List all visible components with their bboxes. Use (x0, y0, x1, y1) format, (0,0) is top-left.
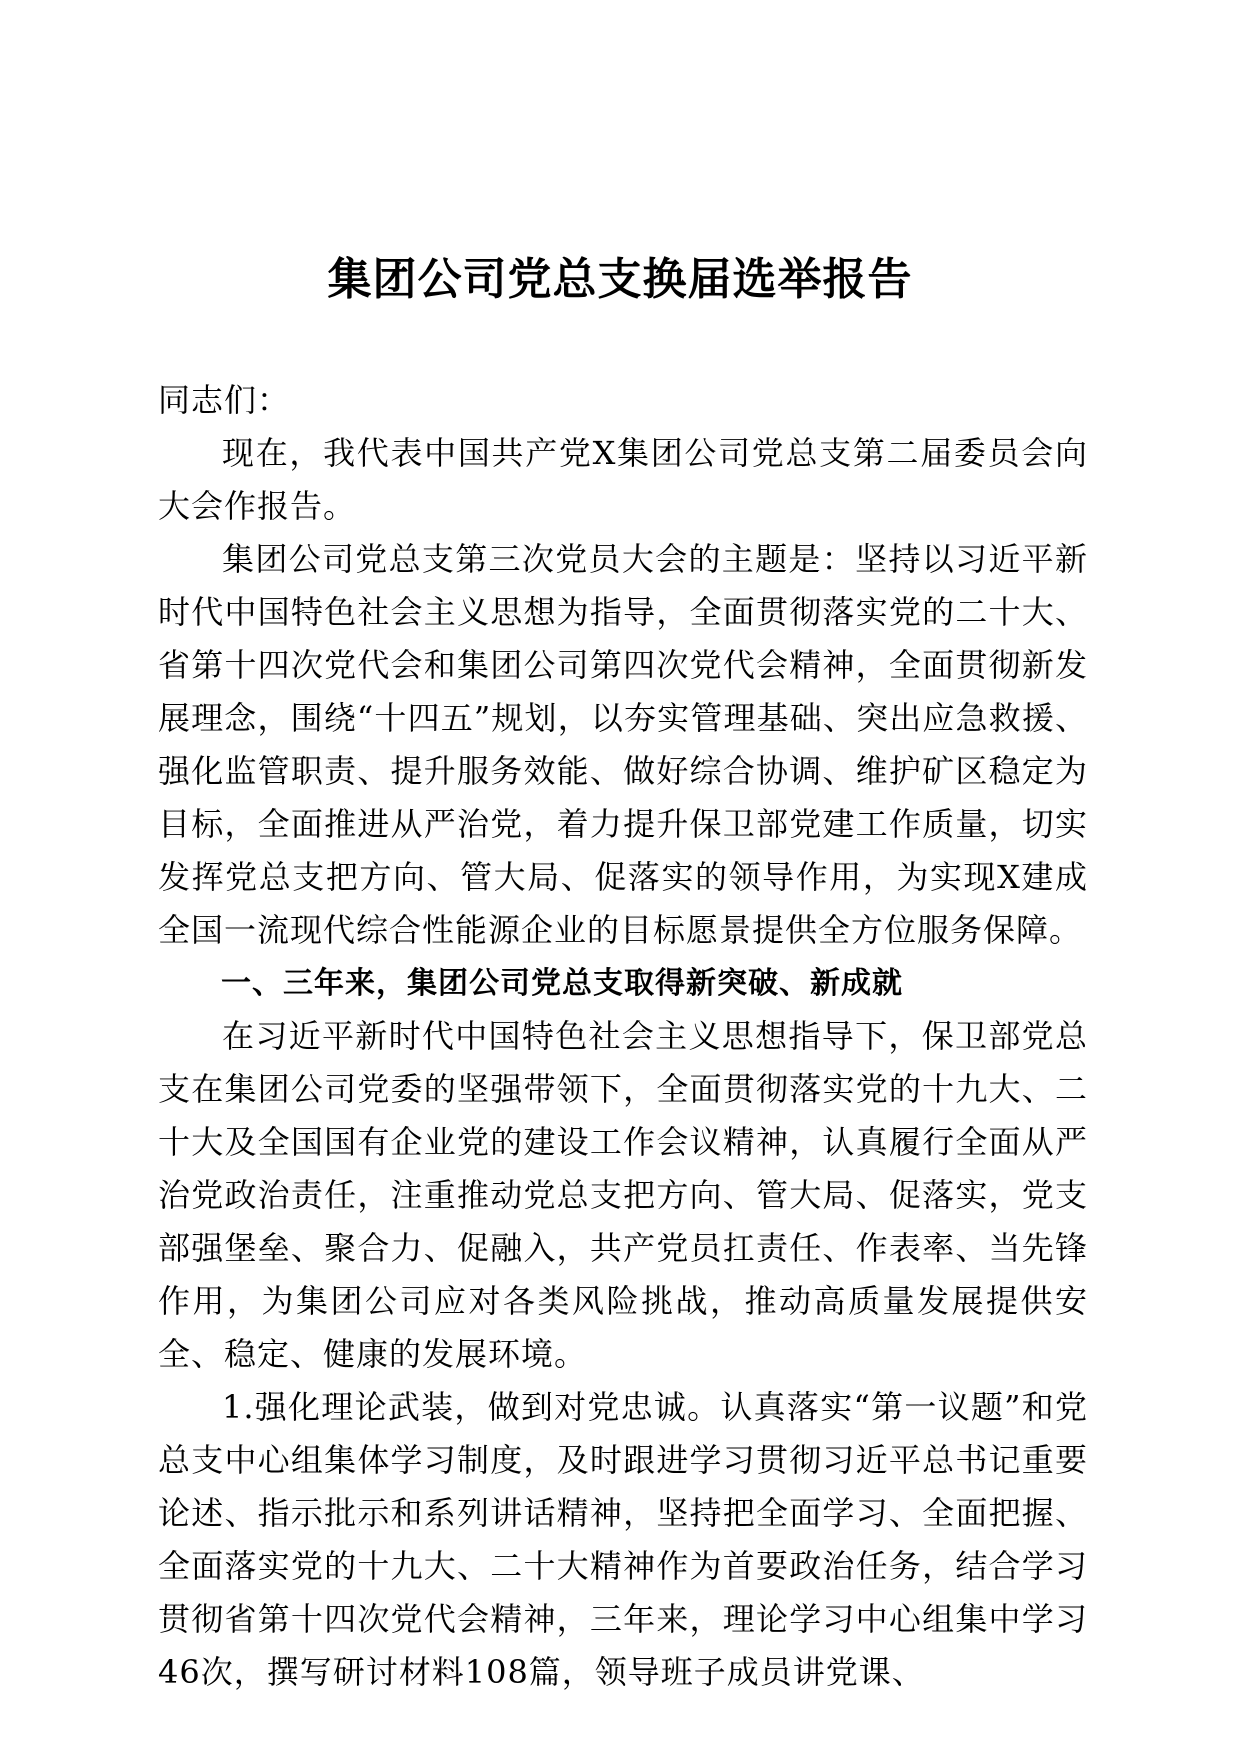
paragraph-section1-body: 在习近平新时代中国特色社会主义思想指导下，保卫部党总支在集团公司党委的坚强带领下，全面贯彻落实党的十九大、二十大及全国国有企业党的建设工作会议精神，认真履行全面从严治党政治责任，注重推动党总支把方向、管大局、促落实，党支部强堡垒、聚合力、促融入，共产党员扛责任、作表率、当先锋作用，为集团公司应对各类风险挑战，推动高质量发展提供安全、稳定、健康的发展环境。 (158, 1017, 1088, 1373)
paragraph-theme: 集团公司党总支第三次党员大会的主题是：坚持以习近平新时代中国特色社会主义思想为指导，全面贯彻落实党的二十大、省第十四次党代会和集团公司第四次党代会精神，全面贯彻新发展理念，围绕“十四五”规划，以夯实管理基础、突出应急救援、强化监管职责、提升服务效能、做好综合协调、维护矿区稳定为目标，全面推进从严治党，着力提升保卫部党建工作质量，切实发挥党总支把方向、管大局、促落实的领导作用，为实现X建成全国一流现代综合性能源企业的目标愿景提供全方位服务保障。 (158, 540, 1088, 949)
document-title: 集团公司党总支换届选举报告 (327, 254, 913, 305)
document-body (158, 374, 1088, 1699)
paragraph-item-1: 1.强化理论武装，做到对党忠诚。认真落实“第一议题”和党总支中心组集体学习制度，及时跟进学习贯彻习近平总书记重要论述、指示批示和系列讲话精神，坚持把全面学习、全面把握、全面落实党的十九大、二十大精神作为首要政治任务，结合学习贯彻省第十四次党代会精神，三年来，理论学习中心组集中学习46次，撰写研讨材料108篇，领导班子成员讲党课、 (158, 1388, 1088, 1691)
section-heading-1: 一、三年来，集团公司党总支取得新突破、新成就 (221, 966, 903, 1001)
salutation: 同志们： (158, 381, 291, 419)
paragraph-intro: 现在，我代表中国共产党X集团公司党总支第二届委员会向大会作报告。 (158, 434, 1088, 525)
